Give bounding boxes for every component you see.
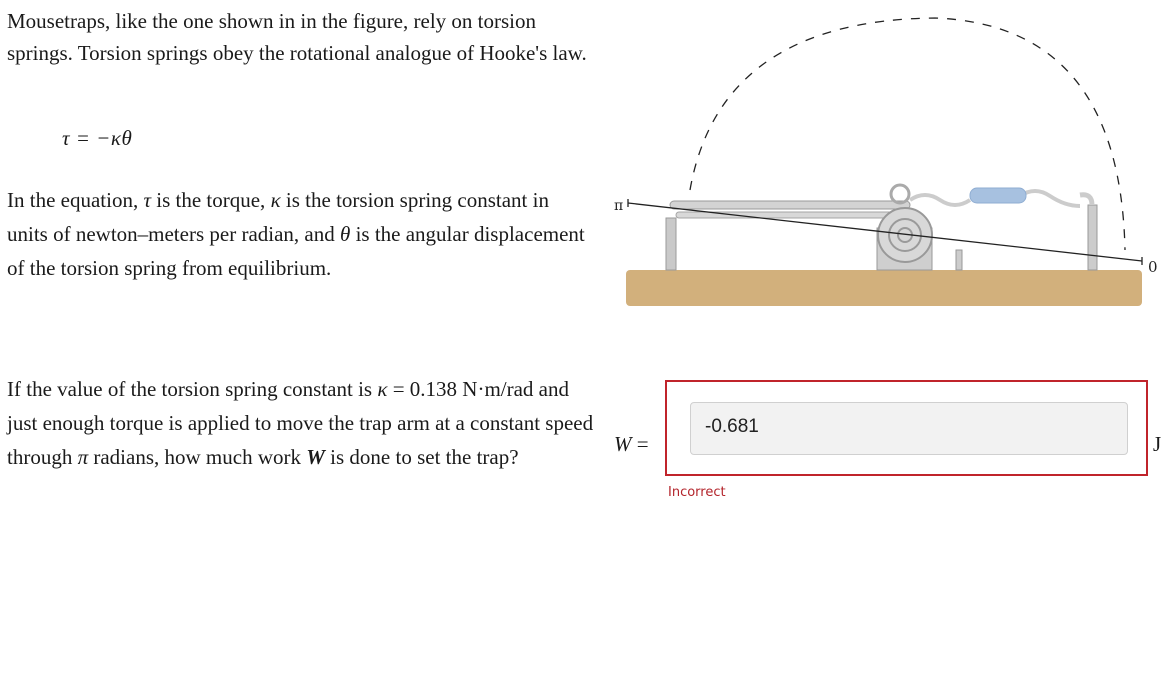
answer-variable-label: W =	[614, 432, 649, 456]
right-post	[1088, 205, 1097, 270]
bait-tube	[970, 188, 1026, 203]
hold-bar	[670, 201, 910, 209]
spring-coil	[878, 208, 932, 262]
label-pi: π	[614, 198, 624, 214]
trigger-tab	[956, 250, 962, 270]
left-post	[666, 218, 676, 270]
trap-base	[626, 270, 1142, 306]
answer-box	[665, 380, 1148, 476]
problem-question: If the value of the torsion spring constant is κ = 0.138 N·m/rad and just enough torque is applied to move the trap arm at a constant speed through π radians, how much work W is done to set the trap?	[7, 377, 594, 469]
answer-unit: J	[1153, 432, 1162, 456]
hookes-law-equation: τ = −κθ	[62, 126, 133, 150]
answer-input[interactable]: -0.681	[690, 402, 1128, 455]
answer-status: Incorrect	[668, 485, 726, 500]
problem-intro: Mousetraps, like the one shown in in the figure, rely on torsion springs. Torsion springs obey the rotational analogue of Hooke's law.	[7, 9, 587, 65]
problem-explanation: In the equation, τ is the torque, κ is the torsion spring constant in units of newton–meters per radian, and θ is the angular displacement of the torsion spring from equilibrium.	[7, 188, 585, 280]
label-zero: 0	[1148, 258, 1158, 276]
mousetrap-figure	[600, 0, 1170, 320]
